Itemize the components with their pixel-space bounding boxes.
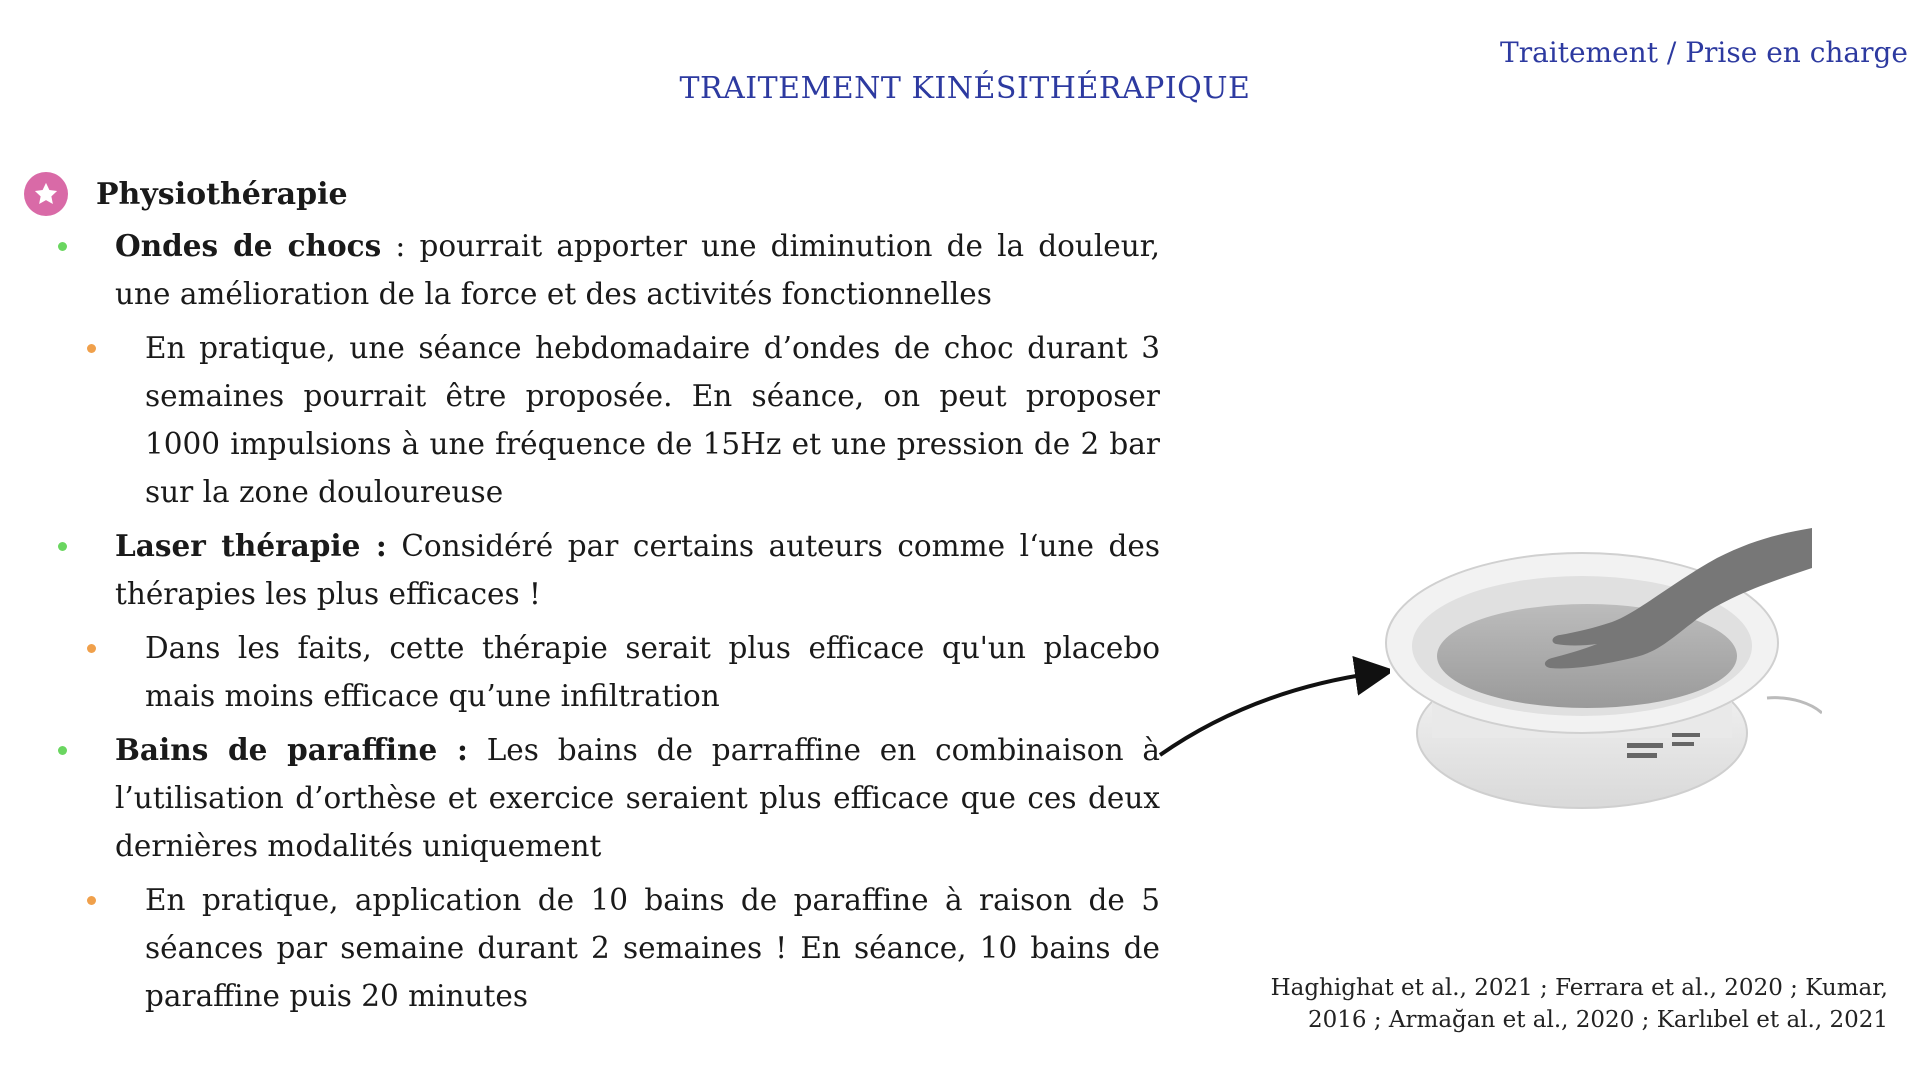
green-bullet-icon (58, 542, 67, 551)
star-icon (24, 172, 68, 216)
bullet-term: Ondes de chocs (115, 228, 382, 263)
bullet-list (0, 222, 1160, 1020)
bullet-term: Laser thérapie : (115, 528, 387, 563)
sub-bullet-shockwave (145, 324, 1160, 516)
bullet-text: Les bains de parraffine en combinaison à l’utilisation d’orthèse et exercice seraient plus efficace que ces deux dernières modalités uniquement (115, 733, 1160, 863)
bullet-paraffin (115, 726, 1160, 870)
green-bullet-icon (58, 242, 67, 251)
green-bullet-icon (58, 746, 67, 755)
section-heading (24, 172, 348, 216)
citations: Haghighat et al., 2021 ; Ferrara et al., 2020 ; Kumar, 2016 ; Armağan et al., 2020 ; Karlıbel et al., 2021 (1270, 975, 1888, 1033)
breadcrumb: Traitement / Prise en charge (1500, 36, 1908, 69)
sub-bullet-text: En pratique, une séance hebdomadaire d’ondes de choc durant 3 semaines pourrait être proposée. En séance, on peut proposer 1000 impulsions à une fréquence de 15Hz et une pression de 2 bar sur la zone douloureuse (145, 331, 1160, 509)
bullet-text: : pourrait apporter une diminution de la douleur, une amélioration de la force et des activités fonctionnelles (115, 229, 1160, 311)
orange-bullet-icon (87, 644, 96, 653)
sub-bullet-text: En pratique, application de 10 bains de paraffine à raison de 5 séances par semaine durant 2 semaines ! En séance, 10 bains de paraffine puis 20 minutes (145, 883, 1160, 1013)
bullet-term: Bains de paraffine : (115, 732, 468, 767)
bullet-shockwave (115, 222, 1160, 318)
bullet-laser (115, 522, 1160, 618)
bullet-text: Considéré par certains auteurs comme l‘une des thérapies les plus efficaces ! (115, 529, 1160, 611)
sub-bullet-paraffin (145, 876, 1160, 1020)
arrow-icon (1150, 655, 1390, 765)
section-label: Physiothérapie (96, 176, 348, 212)
orange-bullet-icon (87, 896, 96, 905)
sub-bullet-laser (145, 624, 1160, 720)
page-title: TRAITEMENT KINÉSITHÉRAPIQUE (679, 71, 1251, 106)
paraffin-bath-image (1372, 528, 1822, 828)
orange-bullet-icon (87, 344, 96, 353)
sub-bullet-text: Dans les faits, cette thérapie serait plus efficace qu'un placebo mais moins efficace qu’une infiltration (145, 631, 1160, 713)
